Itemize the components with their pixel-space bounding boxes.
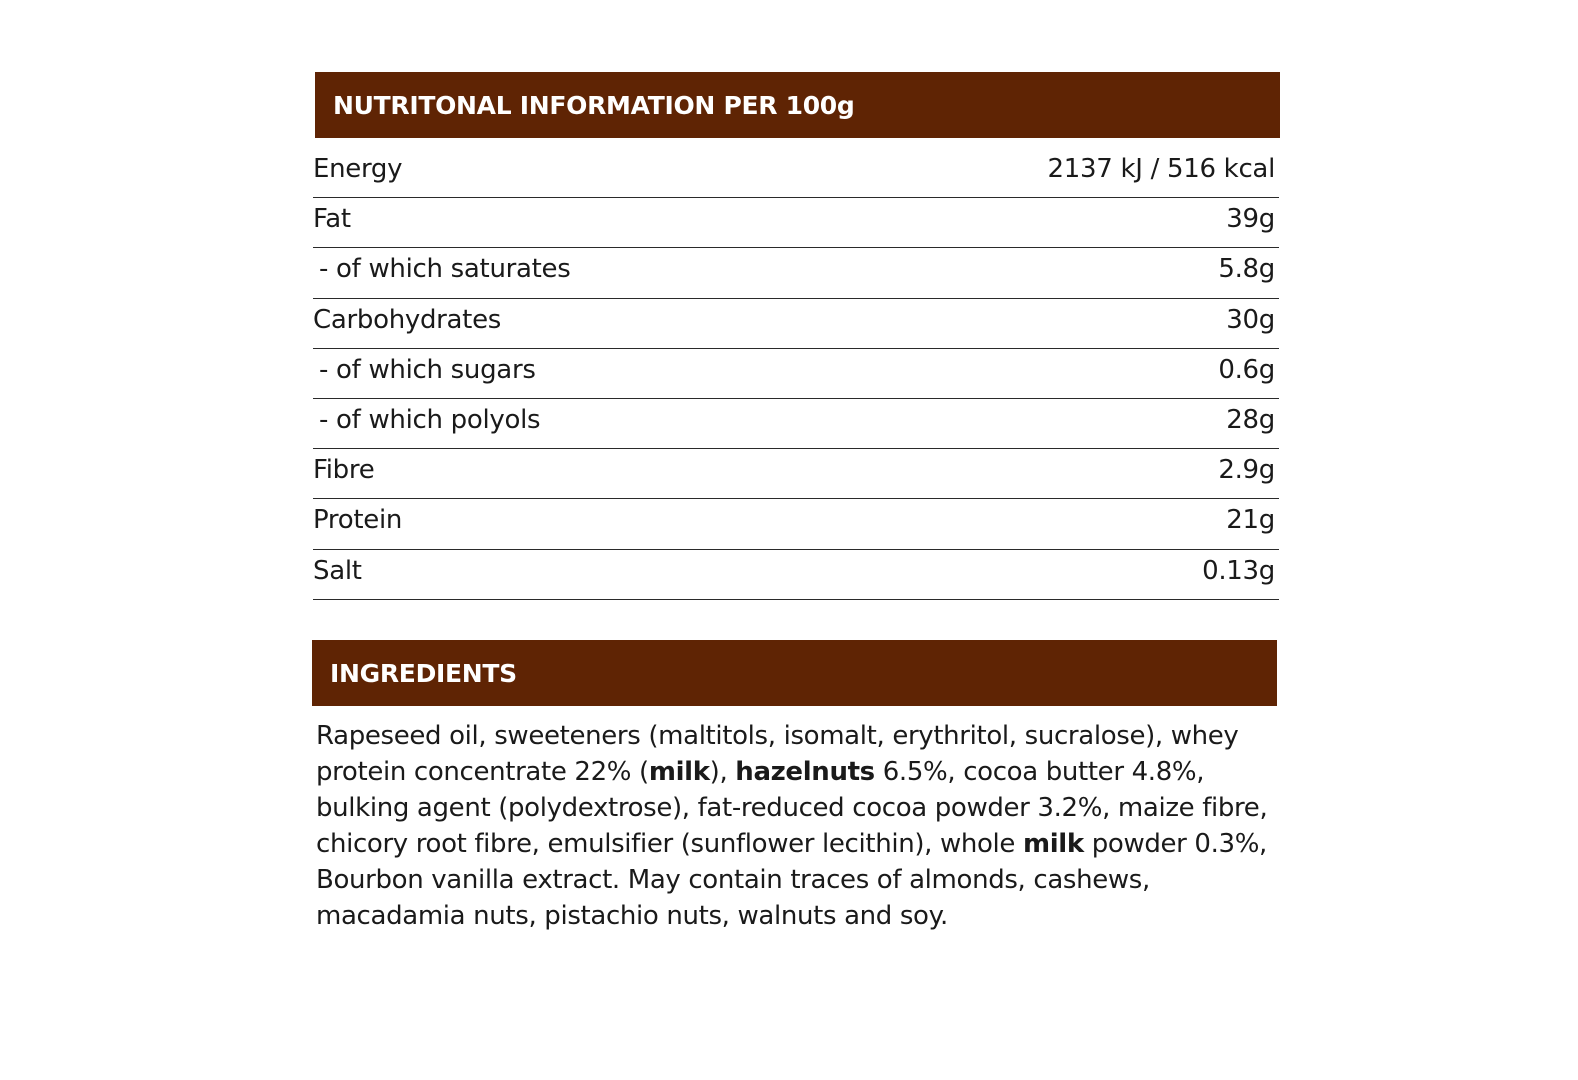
nutrient-value: 39g <box>1226 204 1275 235</box>
allergen-hazelnuts: hazelnuts <box>735 757 875 787</box>
ingredients-text-part: Rapeseed oil, sweeteners (maltitols, isomalt, erythritol, sucralose), whey protein concentrate 22% ( <box>316 721 1239 787</box>
nutrition-row-fibre <box>313 449 1279 499</box>
nutrient-label: Salt <box>313 555 362 586</box>
nutrition-row-carbohydrates <box>313 299 1279 349</box>
nutrition-row-protein <box>313 499 1279 549</box>
nutrient-value: 28g <box>1226 404 1275 435</box>
nutrition-row-sugars <box>313 349 1279 399</box>
nutrient-label: - of which sugars <box>319 354 536 385</box>
nutrition-row-fat <box>313 198 1279 248</box>
nutrition-title: NUTRITONAL INFORMATION PER 100g <box>333 90 855 120</box>
nutrient-value: 2137 kJ / 516 kcal <box>1047 154 1275 184</box>
ingredients-text-part: ), <box>709 757 736 787</box>
nutrient-label: - of which saturates <box>319 254 571 285</box>
ingredients-header <box>312 640 1277 706</box>
nutrient-label: - of which polyols <box>319 404 541 435</box>
nutrient-value: 2.9g <box>1218 455 1275 486</box>
nutrient-label: Carbohydrates <box>313 304 502 335</box>
nutrition-row-saturates <box>313 248 1279 298</box>
nutrient-label: Protein <box>313 505 403 536</box>
nutrient-value: 0.6g <box>1218 354 1275 385</box>
allergen-milk: milk <box>648 757 710 787</box>
nutrient-value: 5.8g <box>1218 254 1275 285</box>
nutrition-row-energy <box>313 148 1279 198</box>
nutrient-label: Fibre <box>313 455 375 486</box>
nutrient-label: Energy <box>313 154 403 184</box>
ingredients-text <box>316 718 1291 934</box>
nutrition-table <box>313 148 1279 600</box>
nutrition-row-salt <box>313 550 1279 600</box>
nutrient-value: 21g <box>1226 505 1275 536</box>
ingredients-text-part: 6.5%, cocoa butter 4.8%, bulking agent (polydextrose), fat-reduced cocoa powder 3.2%, maize fibre, chicory root fibre, emulsifier (sunflower lecithin), whole <box>316 757 1268 859</box>
ingredients-title: INGREDIENTS <box>330 658 517 688</box>
nutrition-header <box>315 72 1280 138</box>
allergen-milk: milk <box>1023 829 1084 859</box>
ingredients-text-part: powder 0.3%, Bourbon vanilla extract. May contain traces of almonds, cashews, macadamia nuts, pistachio nuts, walnuts and soy. <box>316 829 1267 931</box>
nutrient-value: 0.13g <box>1202 555 1275 586</box>
nutrition-row-polyols <box>313 399 1279 449</box>
nutrient-value: 30g <box>1226 304 1275 335</box>
nutrient-label: Fat <box>313 204 351 235</box>
